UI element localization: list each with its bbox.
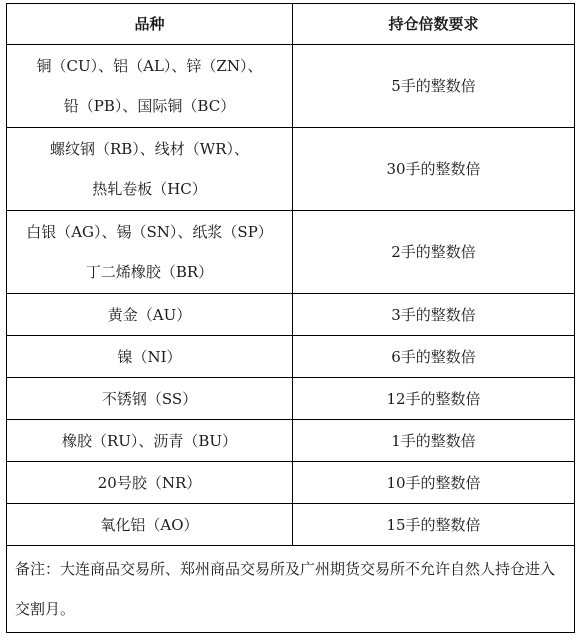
- requirement-cell: 6手的整数倍: [293, 336, 575, 378]
- requirement-cell: 10手的整数倍: [293, 462, 575, 504]
- table-row: [7, 420, 575, 462]
- position-multiple-table: [6, 3, 575, 633]
- note-text: 备注：大连商品交易所、郑州商品交易所及广州期货交易所不允许自然人持仓进入交割月。: [7, 546, 575, 633]
- requirement-cell: 1手的整数倍: [293, 420, 575, 462]
- product-cell: 镍（NI）: [7, 336, 293, 378]
- requirement-cell: 15手的整数倍: [293, 504, 575, 546]
- note-row: [7, 546, 575, 633]
- product-line: 铅（PB）、国际铜（BC）: [63, 97, 236, 115]
- table-row: [7, 45, 575, 128]
- product-cell: 不锈钢（SS）: [7, 378, 293, 420]
- product-cell: 20号胶（NR）: [7, 462, 293, 504]
- product-line: 丁二烯橡胶（BR）: [85, 263, 214, 281]
- product-cell: [7, 128, 293, 211]
- requirement-cell: 5手的整数倍: [293, 45, 575, 128]
- header-product: 品种: [7, 4, 293, 45]
- product-cell: [7, 211, 293, 294]
- requirement-cell: 12手的整数倍: [293, 378, 575, 420]
- table-row: [7, 462, 575, 504]
- product-line: 白银（AG）、锡（SN）、纸浆（SP）: [26, 223, 273, 241]
- table-row: [7, 211, 575, 294]
- requirement-cell: 2手的整数倍: [293, 211, 575, 294]
- requirement-cell: 3手的整数倍: [293, 294, 575, 336]
- table-row: [7, 336, 575, 378]
- table-header-row: [7, 4, 575, 45]
- product-cell: 黄金（AU）: [7, 294, 293, 336]
- header-requirement: 持仓倍数要求: [293, 4, 575, 45]
- product-line: 铜（CU）、铝（AL）、锌（ZN）、: [36, 57, 263, 75]
- product-line: 螺纹钢（RB）、线材（WR）、: [49, 140, 250, 158]
- table-row: [7, 378, 575, 420]
- product-cell: 氧化铝（AO）: [7, 504, 293, 546]
- requirement-cell: 30手的整数倍: [293, 128, 575, 211]
- table-row: [7, 504, 575, 546]
- product-cell: [7, 45, 293, 128]
- product-line: 热轧卷板（HC）: [92, 180, 207, 198]
- table-row: [7, 128, 575, 211]
- table-row: [7, 294, 575, 336]
- product-cell: 橡胶（RU）、沥青（BU）: [7, 420, 293, 462]
